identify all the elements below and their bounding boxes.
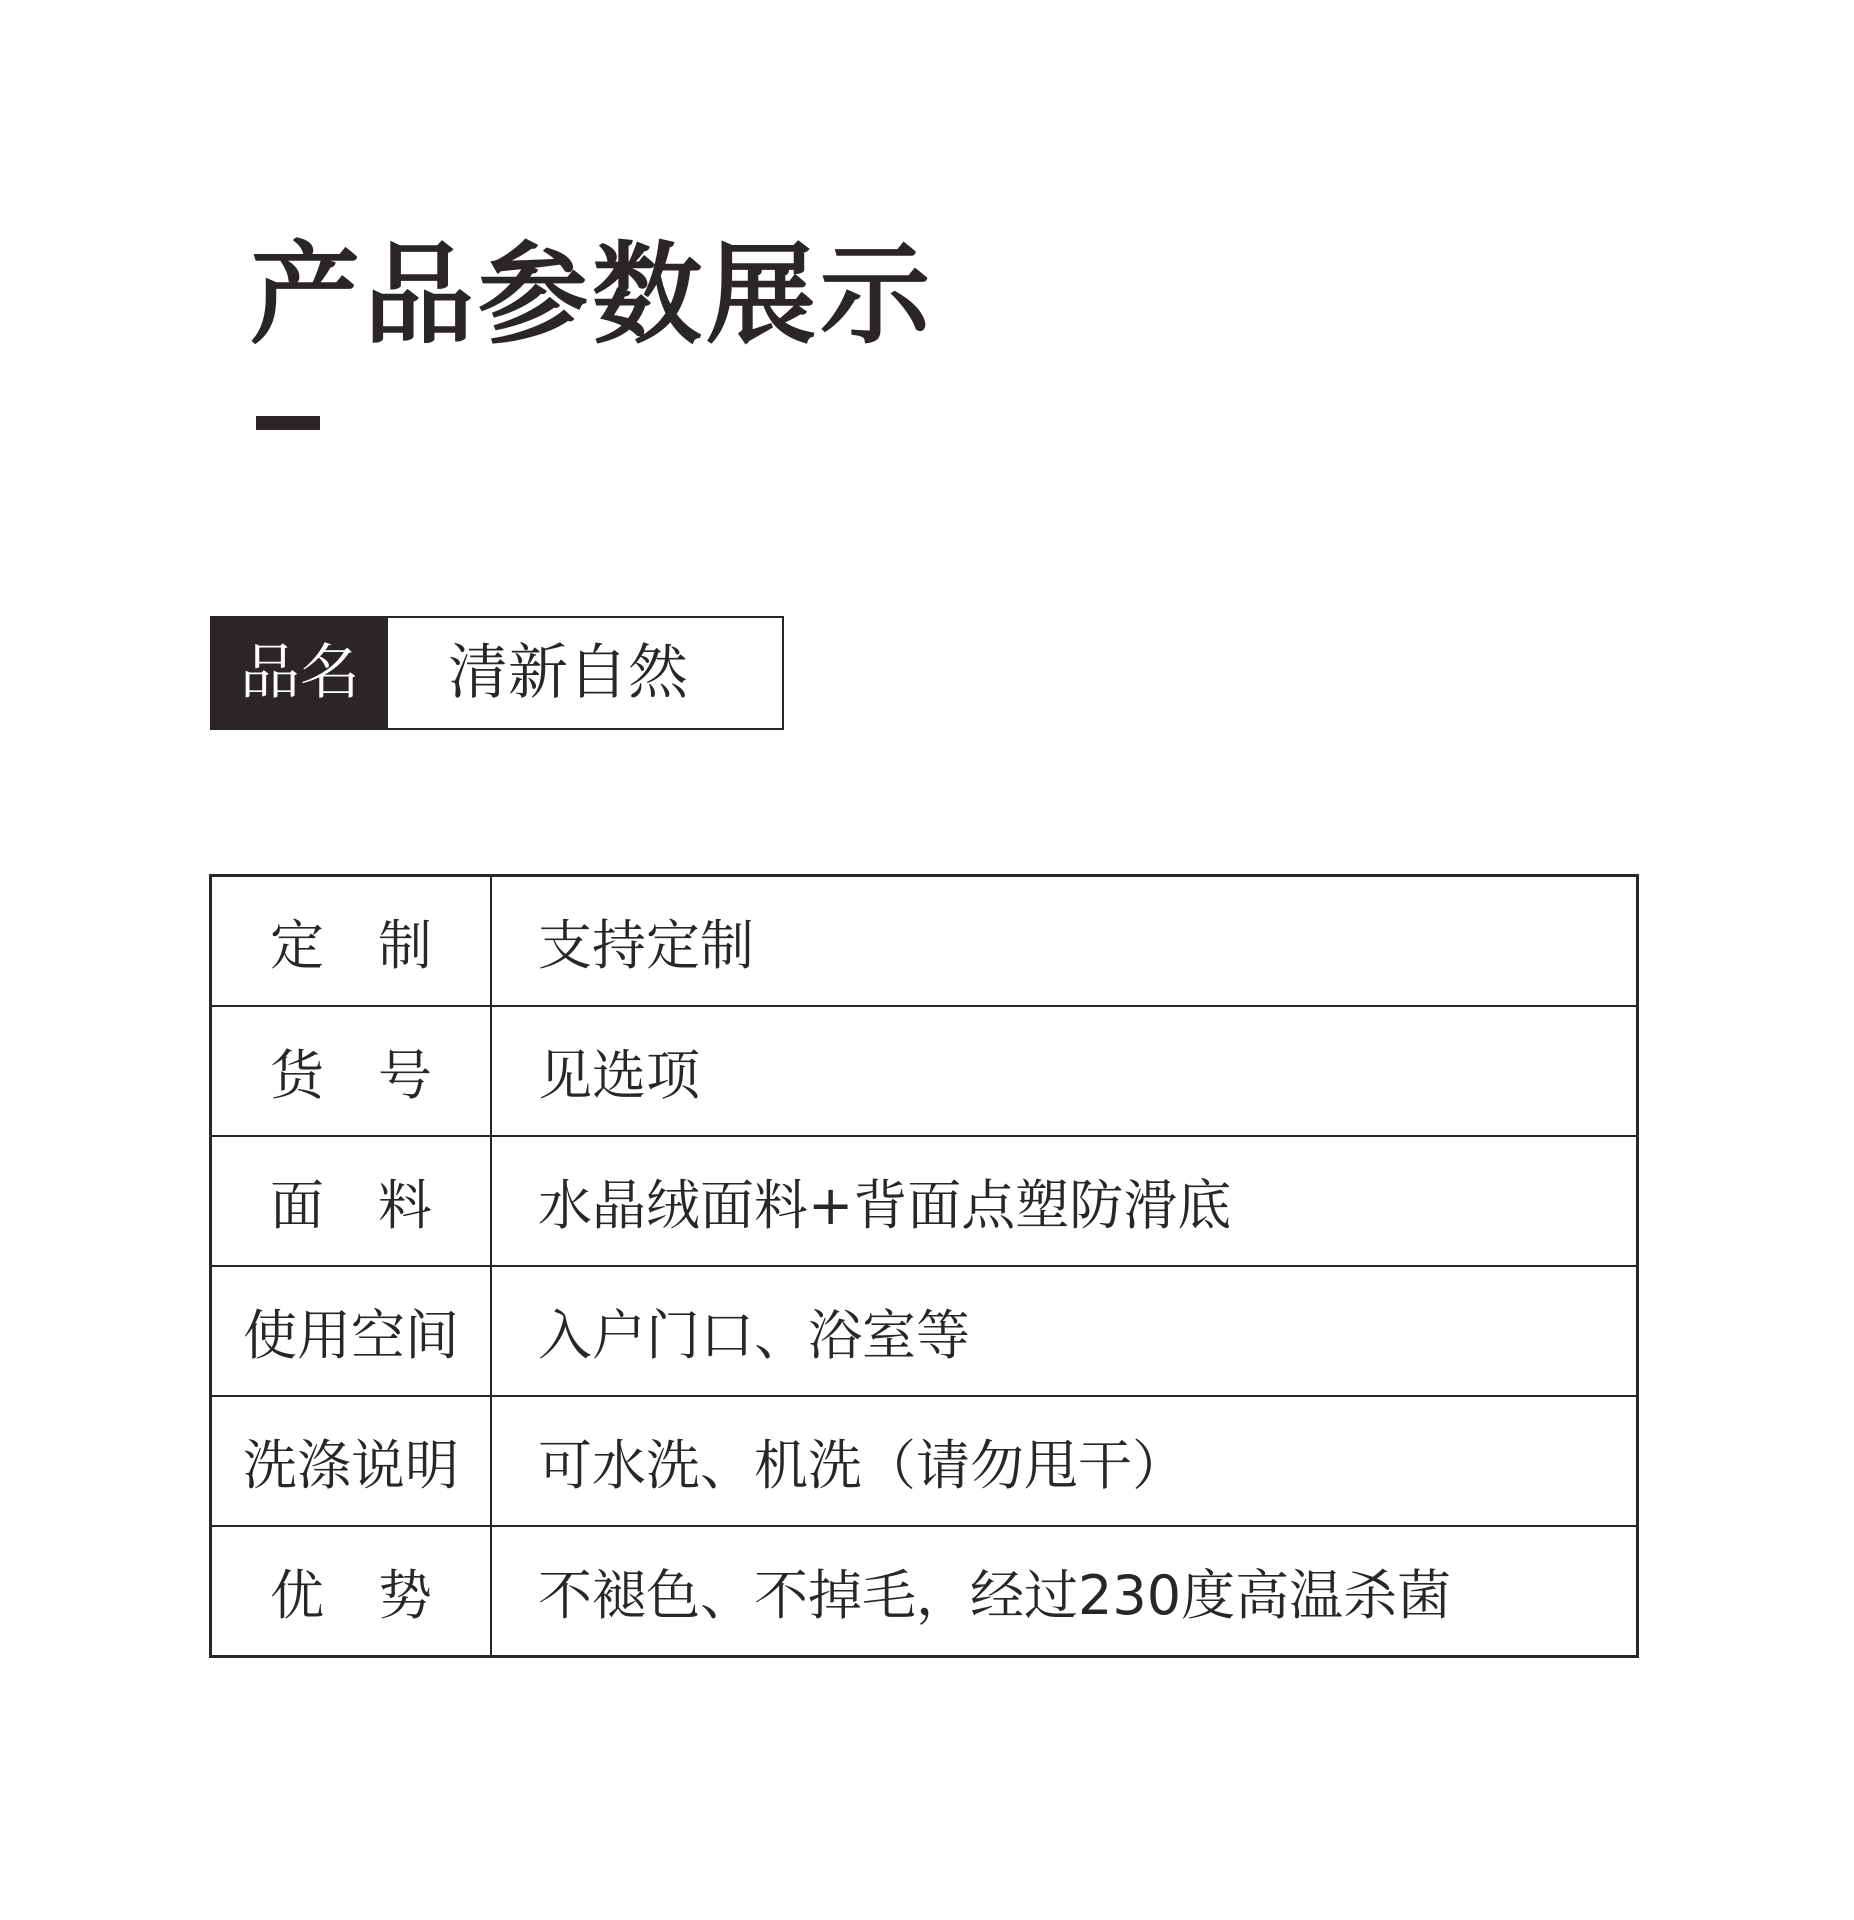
spec-value-advantages: 不褪色、不掉毛，经过230度高温杀菌 — [491, 1526, 1638, 1657]
spec-value-item-number: 见选项 — [491, 1006, 1638, 1136]
spec-label-washing: 洗涤说明 — [211, 1396, 492, 1526]
spec-value-fabric: 水晶绒面料+背面点塑防滑底 — [491, 1136, 1638, 1266]
title-underline-dash — [256, 416, 320, 430]
product-name-label: 品名 — [212, 618, 388, 728]
page-title: 产品参数展示 — [250, 230, 934, 359]
spec-label-item-number: 货 号 — [211, 1006, 492, 1136]
spec-row-usage-space — [211, 1266, 1638, 1396]
spec-label-fabric: 面 料 — [211, 1136, 492, 1266]
spec-row-washing — [211, 1396, 1638, 1526]
spec-row-customization — [211, 876, 1638, 1007]
spec-row-fabric — [211, 1136, 1638, 1266]
spec-label-usage-space: 使用空间 — [211, 1266, 492, 1396]
product-name-value: 清新自然 — [448, 638, 688, 708]
spec-label-customization: 定 制 — [211, 876, 492, 1007]
spec-label-advantages: 优 势 — [211, 1526, 492, 1657]
product-name-box — [210, 616, 784, 730]
spec-row-item-number — [211, 1006, 1638, 1136]
spec-value-usage-space: 入户门口、浴室等 — [491, 1266, 1638, 1396]
spec-row-advantages — [211, 1526, 1638, 1657]
spec-value-washing: 可水洗、机洗（请勿甩干） — [491, 1396, 1638, 1526]
spec-table — [209, 874, 1639, 1658]
spec-value-customization: 支持定制 — [491, 876, 1638, 1007]
